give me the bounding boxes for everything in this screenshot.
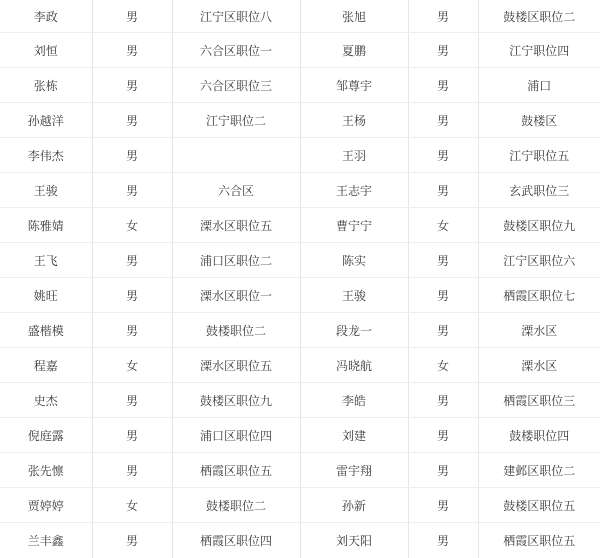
table-row xyxy=(0,243,600,278)
position-cell: 鼓楼区职位九 xyxy=(478,208,600,243)
gender-cell: 男 xyxy=(92,0,172,33)
table-row xyxy=(0,313,600,348)
gender-cell: 女 xyxy=(92,208,172,243)
name-cell: 李伟杰 xyxy=(0,138,92,173)
position-cell: 鼓楼区职位九 xyxy=(172,383,300,418)
gender-cell: 男 xyxy=(408,0,478,33)
table-row xyxy=(0,278,600,313)
gender-cell: 男 xyxy=(408,138,478,173)
name-cell: 王骏 xyxy=(300,278,408,313)
gender-cell: 女 xyxy=(408,208,478,243)
position-cell: 栖霞区职位五 xyxy=(172,453,300,488)
position-cell: 鼓楼职位四 xyxy=(478,418,600,453)
gender-cell: 男 xyxy=(92,138,172,173)
position-cell: 浦口区职位四 xyxy=(172,418,300,453)
name-cell: 张旭 xyxy=(300,0,408,33)
gender-cell: 男 xyxy=(408,488,478,523)
name-cell: 雷宇翔 xyxy=(300,453,408,488)
gender-cell: 男 xyxy=(408,278,478,313)
position-cell: 栖霞区职位四 xyxy=(172,523,300,558)
table-row xyxy=(0,488,600,523)
gender-cell: 男 xyxy=(92,523,172,558)
name-cell: 程嘉 xyxy=(0,348,92,383)
gender-cell: 男 xyxy=(408,313,478,348)
name-cell: 王志宇 xyxy=(300,173,408,208)
table-row xyxy=(0,453,600,488)
name-cell: 盛楷模 xyxy=(0,313,92,348)
position-cell: 建邺区职位二 xyxy=(478,453,600,488)
position-cell: 江宁区职位八 xyxy=(172,0,300,33)
table-row xyxy=(0,523,600,558)
name-cell: 冯晓航 xyxy=(300,348,408,383)
name-cell: 王骏 xyxy=(0,173,92,208)
name-cell: 张栋 xyxy=(0,68,92,103)
position-cell: 溧水区职位五 xyxy=(172,348,300,383)
name-cell: 李政 xyxy=(0,0,92,33)
position-cell: 六合区 xyxy=(172,173,300,208)
gender-cell: 男 xyxy=(408,418,478,453)
name-cell: 段龙一 xyxy=(300,313,408,348)
name-cell: 史杰 xyxy=(0,383,92,418)
gender-cell: 男 xyxy=(92,103,172,138)
gender-cell: 女 xyxy=(408,348,478,383)
name-cell: 夏鹏 xyxy=(300,33,408,68)
gender-cell: 男 xyxy=(92,313,172,348)
table-row xyxy=(0,33,600,68)
name-cell: 孙新 xyxy=(300,488,408,523)
table-row xyxy=(0,418,600,453)
gender-cell: 男 xyxy=(92,68,172,103)
table-row xyxy=(0,68,600,103)
name-cell: 曹宁宁 xyxy=(300,208,408,243)
table-row xyxy=(0,383,600,418)
table-row xyxy=(0,348,600,383)
name-cell: 张先懔 xyxy=(0,453,92,488)
gender-cell: 女 xyxy=(92,348,172,383)
position-cell xyxy=(172,138,300,173)
position-cell: 溧水区职位一 xyxy=(172,278,300,313)
name-cell: 刘天阳 xyxy=(300,523,408,558)
position-cell: 溧水区 xyxy=(478,313,600,348)
position-cell: 六合区职位一 xyxy=(172,33,300,68)
position-cell: 栖霞区职位七 xyxy=(478,278,600,313)
position-cell: 鼓楼区职位五 xyxy=(478,488,600,523)
table-row xyxy=(0,173,600,208)
gender-cell: 男 xyxy=(92,278,172,313)
gender-cell: 男 xyxy=(408,453,478,488)
position-cell: 江宁区职位六 xyxy=(478,243,600,278)
position-cell: 栖霞区职位三 xyxy=(478,383,600,418)
gender-cell: 男 xyxy=(408,68,478,103)
name-cell: 倪庭露 xyxy=(0,418,92,453)
name-cell: 贾婷婷 xyxy=(0,488,92,523)
position-cell: 溧水区职位五 xyxy=(172,208,300,243)
name-cell: 邹尊宇 xyxy=(300,68,408,103)
name-cell: 王羽 xyxy=(300,138,408,173)
position-cell: 浦口 xyxy=(478,68,600,103)
name-cell: 陈实 xyxy=(300,243,408,278)
position-cell: 鼓楼职位二 xyxy=(172,313,300,348)
gender-cell: 男 xyxy=(408,383,478,418)
table-row xyxy=(0,103,600,138)
position-cell: 溧水区 xyxy=(478,348,600,383)
name-cell: 刘恒 xyxy=(0,33,92,68)
gender-cell: 男 xyxy=(92,243,172,278)
position-cell: 鼓楼区职位二 xyxy=(478,0,600,33)
gender-cell: 男 xyxy=(408,103,478,138)
gender-cell: 男 xyxy=(92,383,172,418)
gender-cell: 男 xyxy=(408,33,478,68)
position-cell: 鼓楼职位二 xyxy=(172,488,300,523)
gender-cell: 男 xyxy=(408,173,478,208)
gender-cell: 男 xyxy=(92,418,172,453)
position-cell: 栖霞区职位五 xyxy=(503,534,576,548)
name-cell: 刘建 xyxy=(300,418,408,453)
table-row xyxy=(0,138,600,173)
name-cell: 王杨 xyxy=(300,103,408,138)
gender-cell: 男 xyxy=(408,243,478,278)
gender-cell: 女 xyxy=(92,488,172,523)
name-cell: 孙越洋 xyxy=(0,103,92,138)
position-cell: 江宁职位五 xyxy=(478,138,600,173)
gender-cell: 男 xyxy=(92,173,172,208)
name-cell: 兰丰鑫 xyxy=(0,523,92,558)
name-cell: 姚旺 xyxy=(0,278,92,313)
position-cell: 六合区职位三 xyxy=(172,68,300,103)
gender-cell: 男 xyxy=(92,453,172,488)
name-cell: 李皓 xyxy=(300,383,408,418)
position-cell: 鼓楼区 xyxy=(478,103,600,138)
position-cell: 浦口区职位二 xyxy=(172,243,300,278)
table-row xyxy=(0,208,600,243)
position-cell: 江宁职位二 xyxy=(172,103,300,138)
gender-cell: 男 xyxy=(408,523,478,558)
name-cell: 王飞 xyxy=(0,243,92,278)
position-cell: 玄武职位三 xyxy=(478,173,600,208)
position-cell: 江宁职位四 xyxy=(478,33,600,68)
gender-cell: 男 xyxy=(92,33,172,68)
name-cell: 陈雅婧 xyxy=(0,208,92,243)
table-row xyxy=(0,0,600,33)
